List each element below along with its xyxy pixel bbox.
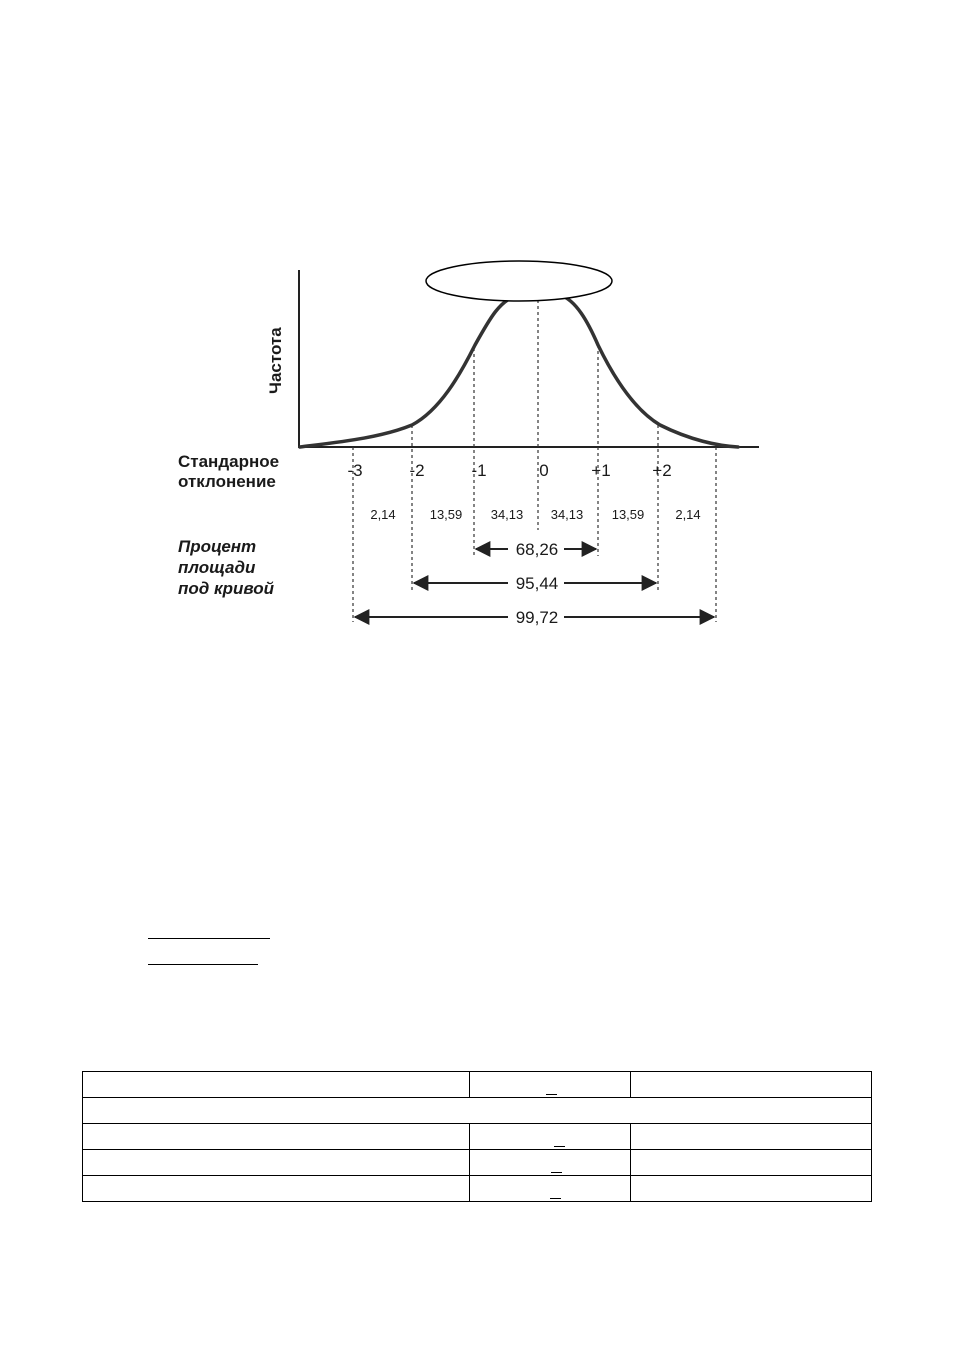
sd-tick-label: -2 — [409, 461, 425, 480]
table-row — [83, 1124, 872, 1150]
underscore-mark — [551, 1172, 562, 1173]
table-cell — [470, 1072, 631, 1098]
table-cell — [83, 1176, 470, 1202]
area-label-line1: Процент — [178, 537, 257, 556]
peak-ellipse — [426, 261, 612, 301]
table-cell — [470, 1124, 631, 1150]
table-cell — [631, 1150, 872, 1176]
bell-curve — [300, 295, 738, 447]
segment-percent: 13,59 — [429, 507, 463, 522]
blank-underline-2 — [148, 964, 258, 965]
table-cell — [83, 1150, 470, 1176]
table-cell — [631, 1072, 872, 1098]
table-row-merged — [83, 1098, 872, 1124]
segment-percent: 13,59 — [611, 507, 645, 522]
sd-tick-label: -3 — [347, 461, 363, 480]
span-value: 95,44 — [515, 574, 559, 593]
area-label-line3: под кривой — [178, 579, 274, 598]
blank-underline-1 — [148, 938, 270, 939]
table-cell — [631, 1176, 872, 1202]
table-cell — [83, 1124, 470, 1150]
segment-percent: 2,14 — [370, 507, 396, 522]
sd-tick-label: +1 — [591, 461, 611, 480]
segment-percent: 34,13 — [490, 507, 524, 522]
table-row — [83, 1176, 872, 1202]
underscore-mark — [546, 1094, 557, 1095]
table-cell — [83, 1072, 470, 1098]
table-cell-merged — [83, 1098, 872, 1124]
segment-percent: 2,14 — [675, 507, 701, 522]
underscore-mark — [554, 1146, 565, 1147]
span-value: 99,72 — [515, 608, 559, 627]
sd-tick-label: -1 — [471, 461, 487, 480]
table-cell — [470, 1176, 631, 1202]
y-axis-label: Частота — [266, 327, 285, 394]
area-label-line2: площади — [178, 558, 256, 577]
data-table — [82, 1071, 872, 1202]
segment-percent: 34,13 — [550, 507, 584, 522]
table-row — [83, 1072, 872, 1098]
sd-tick-label: +2 — [652, 461, 672, 480]
table-cell — [470, 1150, 631, 1176]
x-axis-label-line1: Стандарное — [178, 452, 280, 471]
x-axis-label-line2: отклонение — [178, 472, 276, 491]
sd-tick-label: 0 — [539, 461, 549, 480]
table-cell — [631, 1124, 872, 1150]
span-value: 68,26 — [515, 540, 559, 559]
table-row — [83, 1150, 872, 1176]
underscore-mark — [550, 1198, 561, 1199]
